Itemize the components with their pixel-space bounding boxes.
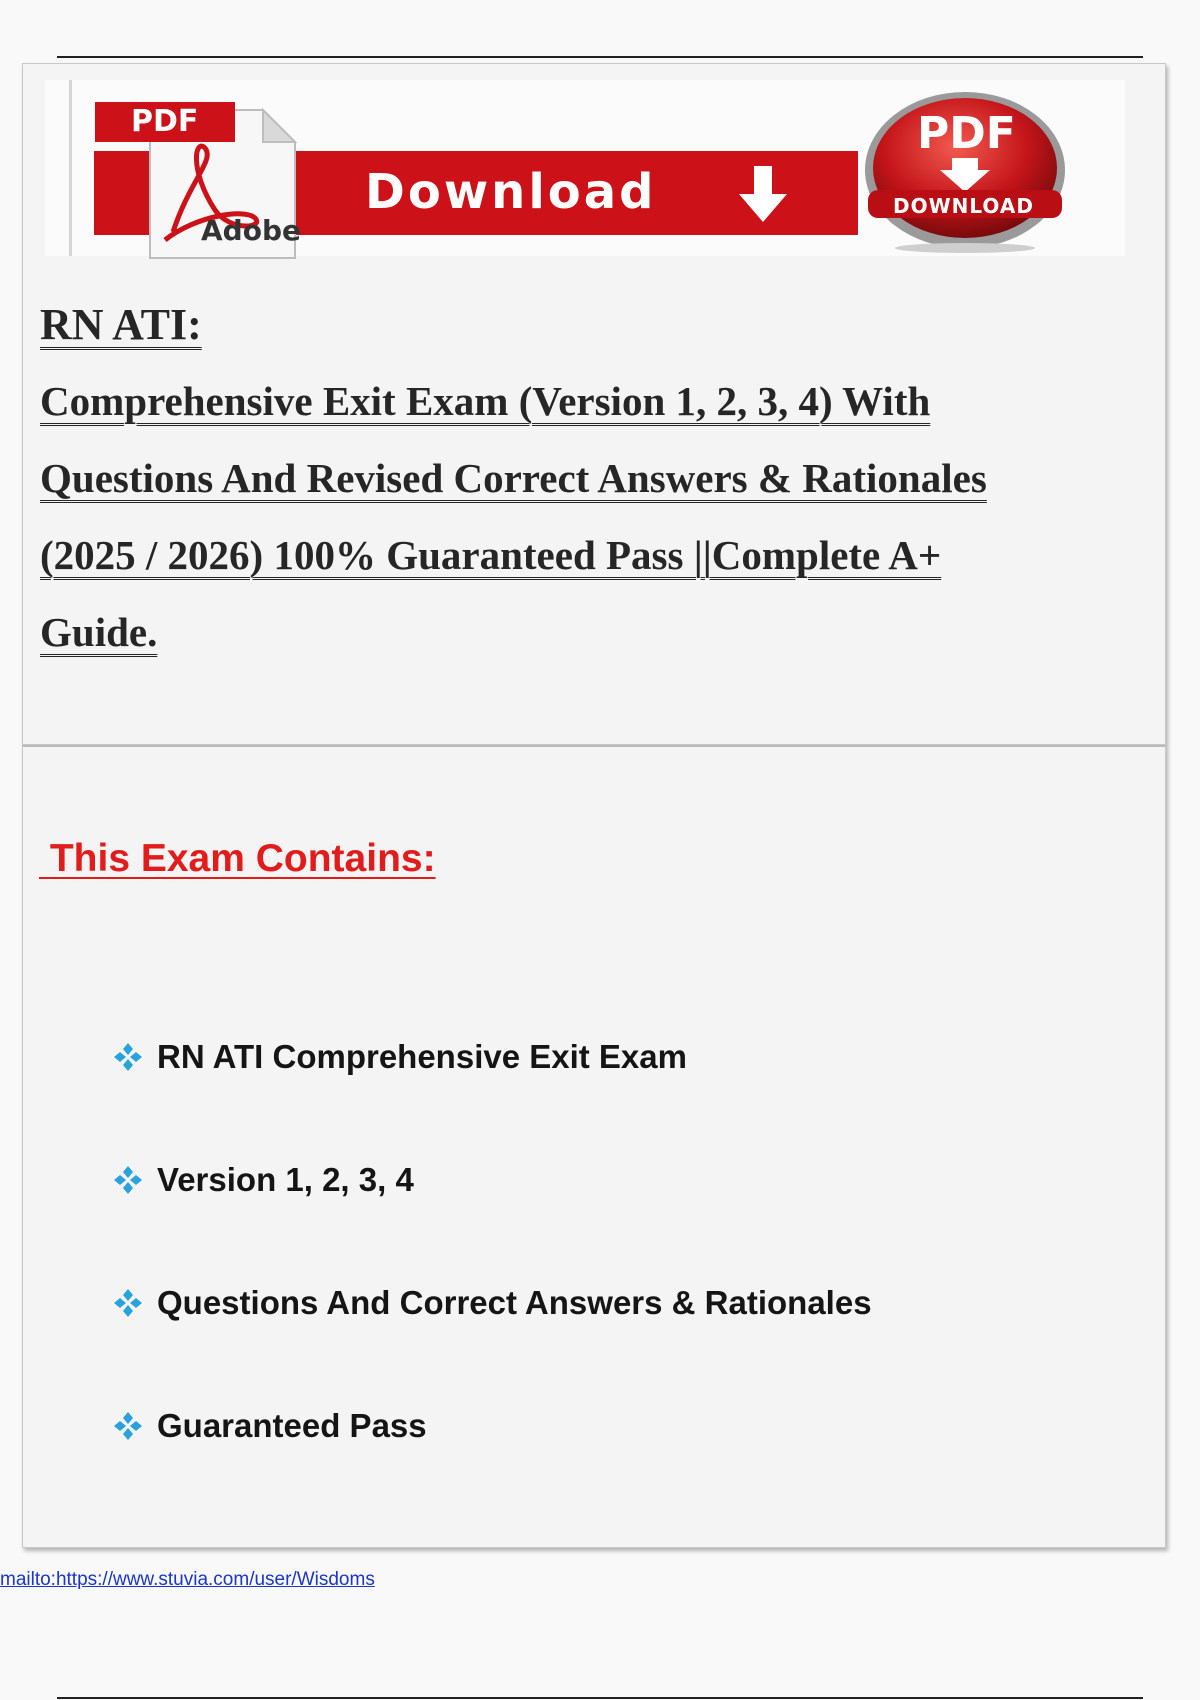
diamond-bullet-icon bbox=[113, 1411, 143, 1441]
title-line: Guide. bbox=[40, 609, 158, 655]
list-item bbox=[113, 1118, 872, 1241]
download-banner[interactable] bbox=[45, 80, 1125, 256]
stuvia-profile-link[interactable]: mailto:https://www.stuvia.com/user/Wisdoms bbox=[0, 1569, 375, 1590]
contents-card bbox=[22, 745, 1166, 1548]
list-item bbox=[113, 995, 872, 1118]
badge-download-label: DOWNLOAD bbox=[893, 194, 1034, 218]
title-line: RN ATI: bbox=[40, 300, 202, 349]
contents-list bbox=[113, 995, 872, 1487]
title-line: Questions And Revised Correct Answers & Rationales bbox=[40, 455, 987, 501]
title-line: (2025 / 2026) 100% Guaranteed Pass ||Complete A+ bbox=[40, 532, 942, 578]
banner-divider bbox=[69, 80, 72, 256]
diamond-bullet-icon bbox=[113, 1288, 143, 1318]
diamond-bullet-icon bbox=[113, 1042, 143, 1072]
list-item-text: Questions And Correct Answers & Rationales bbox=[157, 1283, 872, 1321]
list-item-text: Guaranteed Pass bbox=[157, 1406, 427, 1444]
download-arrow-icon bbox=[735, 164, 791, 226]
list-item bbox=[113, 1241, 872, 1364]
contents-heading: This Exam Contains: bbox=[39, 837, 436, 880]
pdf-label: PDF bbox=[131, 104, 199, 139]
download-label[interactable]: Download bbox=[365, 164, 657, 220]
list-item-text: RN ATI Comprehensive Exit Exam bbox=[157, 1037, 687, 1075]
document-title bbox=[40, 286, 1140, 671]
title-line: Comprehensive Exit Exam (Version 1, 2, 3, 4) With bbox=[40, 378, 931, 424]
diamond-bullet-icon bbox=[113, 1165, 143, 1195]
adobe-label: Adobe bbox=[201, 214, 301, 247]
badge-pdf-label: PDF bbox=[917, 108, 1016, 159]
list-item-text: Version 1, 2, 3, 4 bbox=[157, 1160, 414, 1198]
top-rule bbox=[57, 56, 1143, 58]
list-item bbox=[113, 1364, 872, 1487]
bottom-rule bbox=[57, 1697, 1143, 1699]
header-card bbox=[22, 63, 1166, 745]
